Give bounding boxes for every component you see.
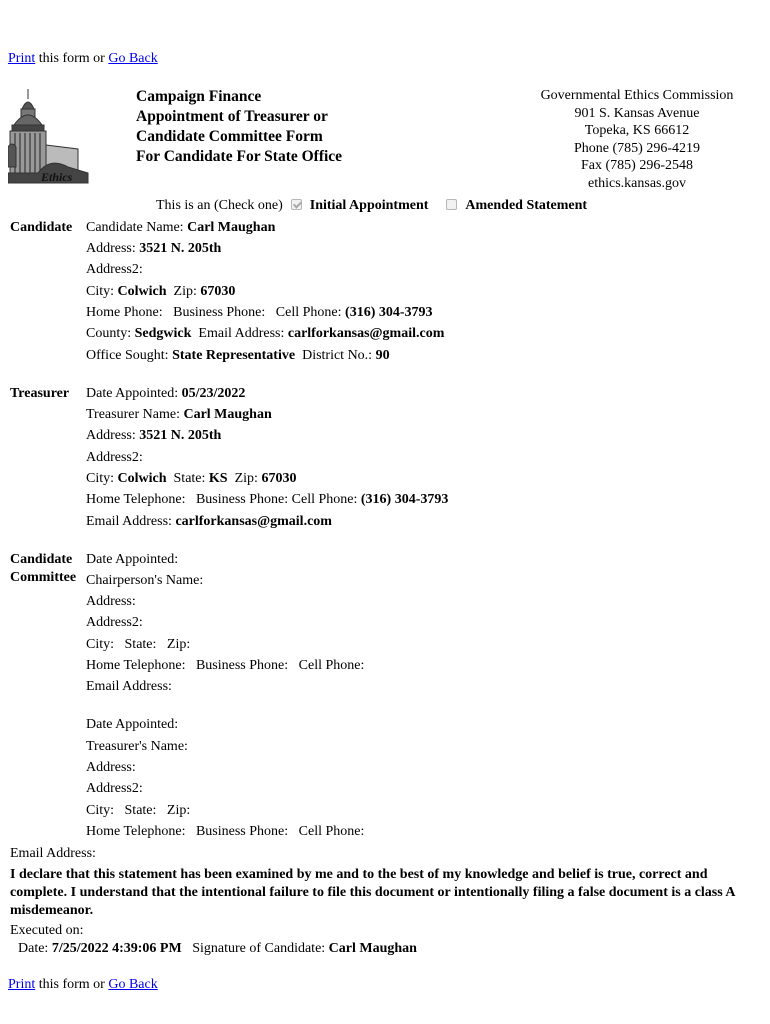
candidate-district: 90 (375, 348, 390, 363)
check-one-prompt: This is an (Check one) (156, 198, 283, 213)
committee-section-label-2: Committee (10, 570, 77, 585)
committee-treasurer-address-label: Address: (86, 760, 136, 775)
candidate-address2-label: Address2: (86, 262, 143, 277)
treasurer-name-label: Treasurer Name: (86, 407, 184, 422)
treasurer-state-label: State: (173, 471, 209, 486)
committee-treasurer-date-label: Date Appointed: (86, 717, 179, 732)
treasurer-email-row (86, 513, 332, 531)
treasurer-zip-label: Zip: (234, 471, 262, 486)
candidate-home-phone-label: Home Phone: (86, 305, 163, 320)
committee-zip-label: Zip: (166, 637, 191, 652)
treasurer-home-phone-label: Home Telephone: (86, 492, 186, 507)
agency-web: ethics.kansas.gov (588, 175, 686, 191)
agency-address (524, 87, 750, 192)
candidate-section-label: Candidate (10, 220, 73, 235)
committee-phone-row (86, 657, 364, 675)
committee-business-phone-label: Business Phone: (195, 658, 289, 673)
candidate-name-label: Candidate Name: (86, 220, 188, 235)
kansas-capitol-logo (8, 87, 92, 187)
treasurer-name: Carl Maughan (183, 407, 272, 422)
committee-treasurer-email-label: Email Address: (10, 846, 96, 861)
candidate-county-label: County: (86, 326, 135, 341)
committee-section-label-1: Candidate (10, 552, 73, 567)
candidate-phone-row (86, 304, 433, 322)
candidate-address-row (86, 240, 221, 258)
candidate-email-label: Email Address: (198, 326, 288, 341)
treasurer-address2-label: Address2: (86, 450, 143, 465)
committee-treasurer-cell-phone-label: Cell Phone: (298, 824, 365, 839)
treasurer-address-row (86, 427, 221, 445)
candidate-zip-label: Zip: (173, 284, 201, 299)
committee-cell-phone-label: Cell Phone: (298, 658, 365, 673)
go-back-link[interactable]: Go Back (108, 51, 158, 66)
treasurer-date: 05/23/2022 (181, 386, 246, 401)
candidate-county: Sedgwick (134, 326, 192, 341)
initial-appointment-label: Initial Appointment (309, 198, 429, 213)
initial-appointment-checkbox[interactable] (291, 199, 302, 210)
treasurer-city-row (86, 470, 296, 488)
treasurer-address: 3521 N. 205th (139, 428, 222, 443)
amended-statement-checkbox[interactable] (446, 199, 457, 210)
committee-treasurer-address2-label: Address2: (86, 781, 143, 796)
treasurer-date-label: Date Appointed: (86, 386, 182, 401)
agency-street: 901 S. Kansas Avenue (574, 105, 700, 121)
candidate-office-row (86, 347, 390, 365)
declaration-text: I declare that this statement has been examined by me and to the best of my knowledge and belief is true, correct and complete. I understand that the intentional failure to file this document or intentionally filing a false document is a class A misdemeanor. (10, 867, 735, 918)
candidate-zip: 67030 (200, 284, 236, 299)
candidate-city: Colwich (117, 284, 167, 299)
candidate-business-phone-label: Business Phone: (173, 305, 266, 320)
candidate-office: State Representative (172, 348, 296, 363)
form-title (136, 87, 342, 167)
treasurer-phone-row (86, 491, 448, 509)
top-nav (8, 51, 158, 67)
nav-text: this form or (35, 51, 109, 66)
candidate-county-row (86, 325, 444, 343)
agency-phone: Phone (785) 296-4219 (574, 140, 700, 156)
executed-on-label: Executed on: (10, 923, 84, 938)
candidate-address-label: Address: (86, 241, 140, 256)
committee-treasurer-city-row (86, 802, 190, 820)
signature-label: Signature of Candidate: (192, 941, 329, 956)
treasurer-city-label: City: (86, 471, 118, 486)
committee-treasurer-name-label: Treasurer's Name: (86, 739, 188, 754)
print-link-bottom[interactable]: Print (8, 977, 36, 992)
print-link[interactable]: Print (8, 51, 36, 66)
agency-fax: Fax (785) 296-2548 (581, 158, 693, 173)
candidate-cell-phone-label: Cell Phone: (275, 305, 346, 320)
committee-home-phone-label: Home Telephone: (86, 658, 186, 673)
committee-treasurer-zip-label: Zip: (166, 803, 191, 818)
candidate-address: 3521 N. 205th (139, 241, 222, 256)
treasurer-name-row (86, 406, 272, 424)
candidate-district-label: District No.: (302, 348, 376, 363)
treasurer-date-row (86, 385, 245, 403)
agency-city: Topeka, KS 66612 (584, 123, 690, 138)
logo-text: Ethics (41, 170, 73, 184)
committee-treasurer-home-phone-label: Home Telephone: (86, 824, 186, 839)
title-line-1: Campaign Finance (136, 88, 262, 105)
title-line-2: Appointment of Treasurer or (136, 108, 328, 125)
executed-row (18, 940, 417, 958)
treasurer-business-phone-label: Business Phone: (195, 492, 289, 507)
committee-date-label: Date Appointed: (86, 552, 179, 567)
title-line-4: For Candidate For State Office (136, 148, 343, 165)
nav-text-bottom: this form or (35, 977, 109, 992)
candidate-name: Carl Maughan (187, 220, 276, 235)
go-back-link-bottom[interactable]: Go Back (108, 977, 158, 992)
title-line-3: Candidate Committee Form (136, 128, 323, 145)
committee-address-label: Address: (86, 594, 136, 609)
candidate-email: carlforkansas@gmail.com (287, 326, 445, 341)
candidate-city-label: City: (86, 284, 118, 299)
committee-treasurer-business-phone-label: Business Phone: (195, 824, 289, 839)
committee-city-row (86, 636, 190, 654)
executed-date: 7/25/2022 4:39:06 PM (51, 941, 182, 956)
committee-city-label: City: (86, 637, 115, 652)
amended-statement-label: Amended Statement (465, 198, 588, 213)
candidate-cell-phone: (316) 304-3793 (345, 305, 433, 320)
treasurer-zip: 67030 (261, 471, 297, 486)
executed-date-label: Date: (18, 941, 52, 956)
committee-treasurer-state-label: State: (124, 803, 157, 818)
candidate-name-row (86, 219, 275, 237)
treasurer-city: Colwich (117, 471, 167, 486)
candidate-city-row (86, 283, 235, 301)
committee-address2-label: Address2: (86, 615, 143, 630)
treasurer-cell-phone-label: Cell Phone: (291, 492, 361, 507)
committee-treasurer-city-label: City: (86, 803, 115, 818)
committee-treasurer-phone-row (86, 823, 364, 841)
agency-name: Governmental Ethics Commission (540, 88, 734, 103)
signature: Carl Maughan (328, 941, 417, 956)
committee-state-label: State: (124, 637, 157, 652)
committee-email-label: Email Address: (86, 679, 172, 694)
treasurer-section-label: Treasurer (10, 386, 70, 401)
treasurer-email-label: Email Address: (86, 514, 176, 529)
check-one-row (156, 198, 587, 214)
candidate-office-label: Office Sought: (86, 348, 173, 363)
treasurer-cell-phone: (316) 304-3793 (360, 492, 449, 507)
treasurer-email: carlforkansas@gmail.com (175, 514, 332, 529)
committee-chair-label: Chairperson's Name: (86, 573, 204, 588)
treasurer-address-label: Address: (86, 428, 140, 443)
treasurer-state: KS (208, 471, 228, 486)
bottom-nav (8, 977, 158, 993)
